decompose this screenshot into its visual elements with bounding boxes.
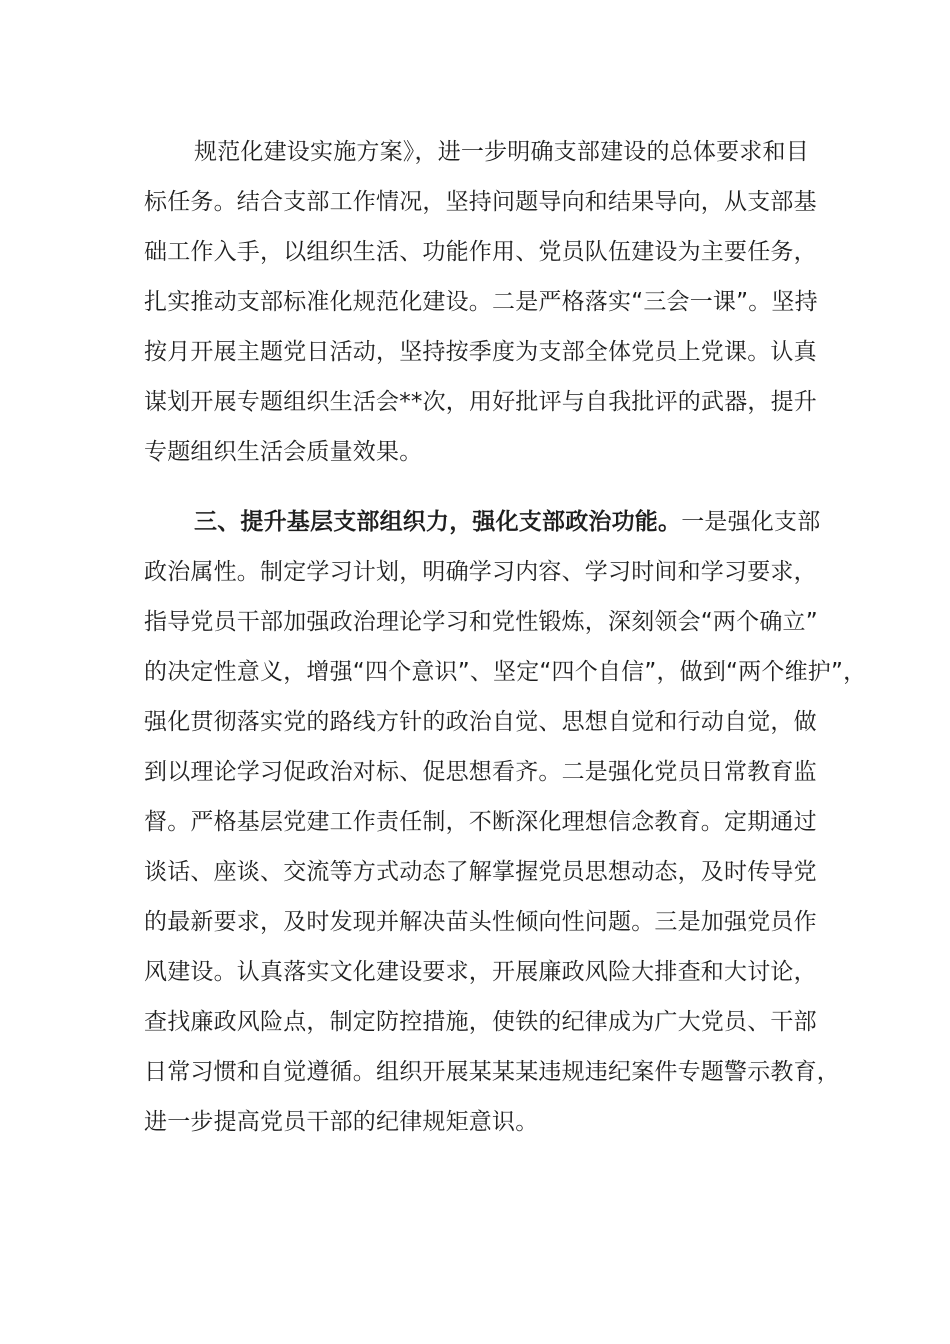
text-line: 进一步提高党员干部的纪律规矩意识。 <box>144 1109 539 1135</box>
text-line: 谋划开展专题组织生活会**次，用好批评与自我批评的武器，提升 <box>144 389 817 415</box>
text-line: 按月开展主题党日活动，坚持按季度为支部全体党员上党课。认真 <box>144 339 817 365</box>
text-line: 指导党员干部加强政治理论学习和党性锻炼，深刻领会“两个确立” <box>144 609 818 635</box>
text-line: 础工作入手，以组织生活、功能作用、党员队伍建设为主要任务， <box>144 239 817 265</box>
text-line: 专题组织生活会质量效果。 <box>144 439 423 465</box>
paragraph-organization <box>144 497 867 1147</box>
text-line: 强化贯彻落实党的路线方针的政治自觉、思想自觉和行动自觉，做 <box>144 709 817 735</box>
text-line: 标任务。结合支部工作情况，坚持问题导向和结果导向，从支部基 <box>144 189 817 215</box>
first-line <box>144 497 824 547</box>
section-heading: 三、提升基层支部组织力，强化支部政治功能。 <box>194 509 682 535</box>
text-line: 督。严格基层党建工作责任制，不断深化理想信念教育。定期通过 <box>144 809 817 835</box>
first-line-text: 一是强化支部 <box>681 509 821 535</box>
text-line: 查找廉政风险点，制定防控措施，使铁的纪律成为广大党员、干部 <box>144 1009 817 1035</box>
text-line: 政治属性。制定学习计划，明确学习内容、学习时间和学习要求， <box>144 559 817 585</box>
text-line: 的最新要求，及时发现并解决苗头性倾向性问题。三是加强党员作 <box>144 909 817 935</box>
paragraph-standardization <box>144 127 824 477</box>
text-line: 规范化建设实施方案》，进一步明确支部建设的总体要求和目 <box>194 139 809 165</box>
text-line: 谈话、座谈、交流等方式动态了解掌握党员思想动态，及时传导党 <box>144 859 817 885</box>
text-line: 扎实推动支部标准化规范化建设。二是严格落实“三会一课”。坚持 <box>144 289 818 315</box>
text-line: 风建设。认真落实文化建设要求，开展廉政风险大排查和大讨论， <box>144 959 817 985</box>
text-line: 到以理论学习促政治对标、促思想看齐。二是强化党员日常教育监 <box>144 759 817 785</box>
text-line: 的决定性意义，增强“四个意识”、坚定“四个自信”，做到“两个维护”， <box>144 659 867 685</box>
text-line: 日常习惯和自觉遵循。组织开展某某某违规违纪案件专题警示教育， <box>144 1059 840 1085</box>
